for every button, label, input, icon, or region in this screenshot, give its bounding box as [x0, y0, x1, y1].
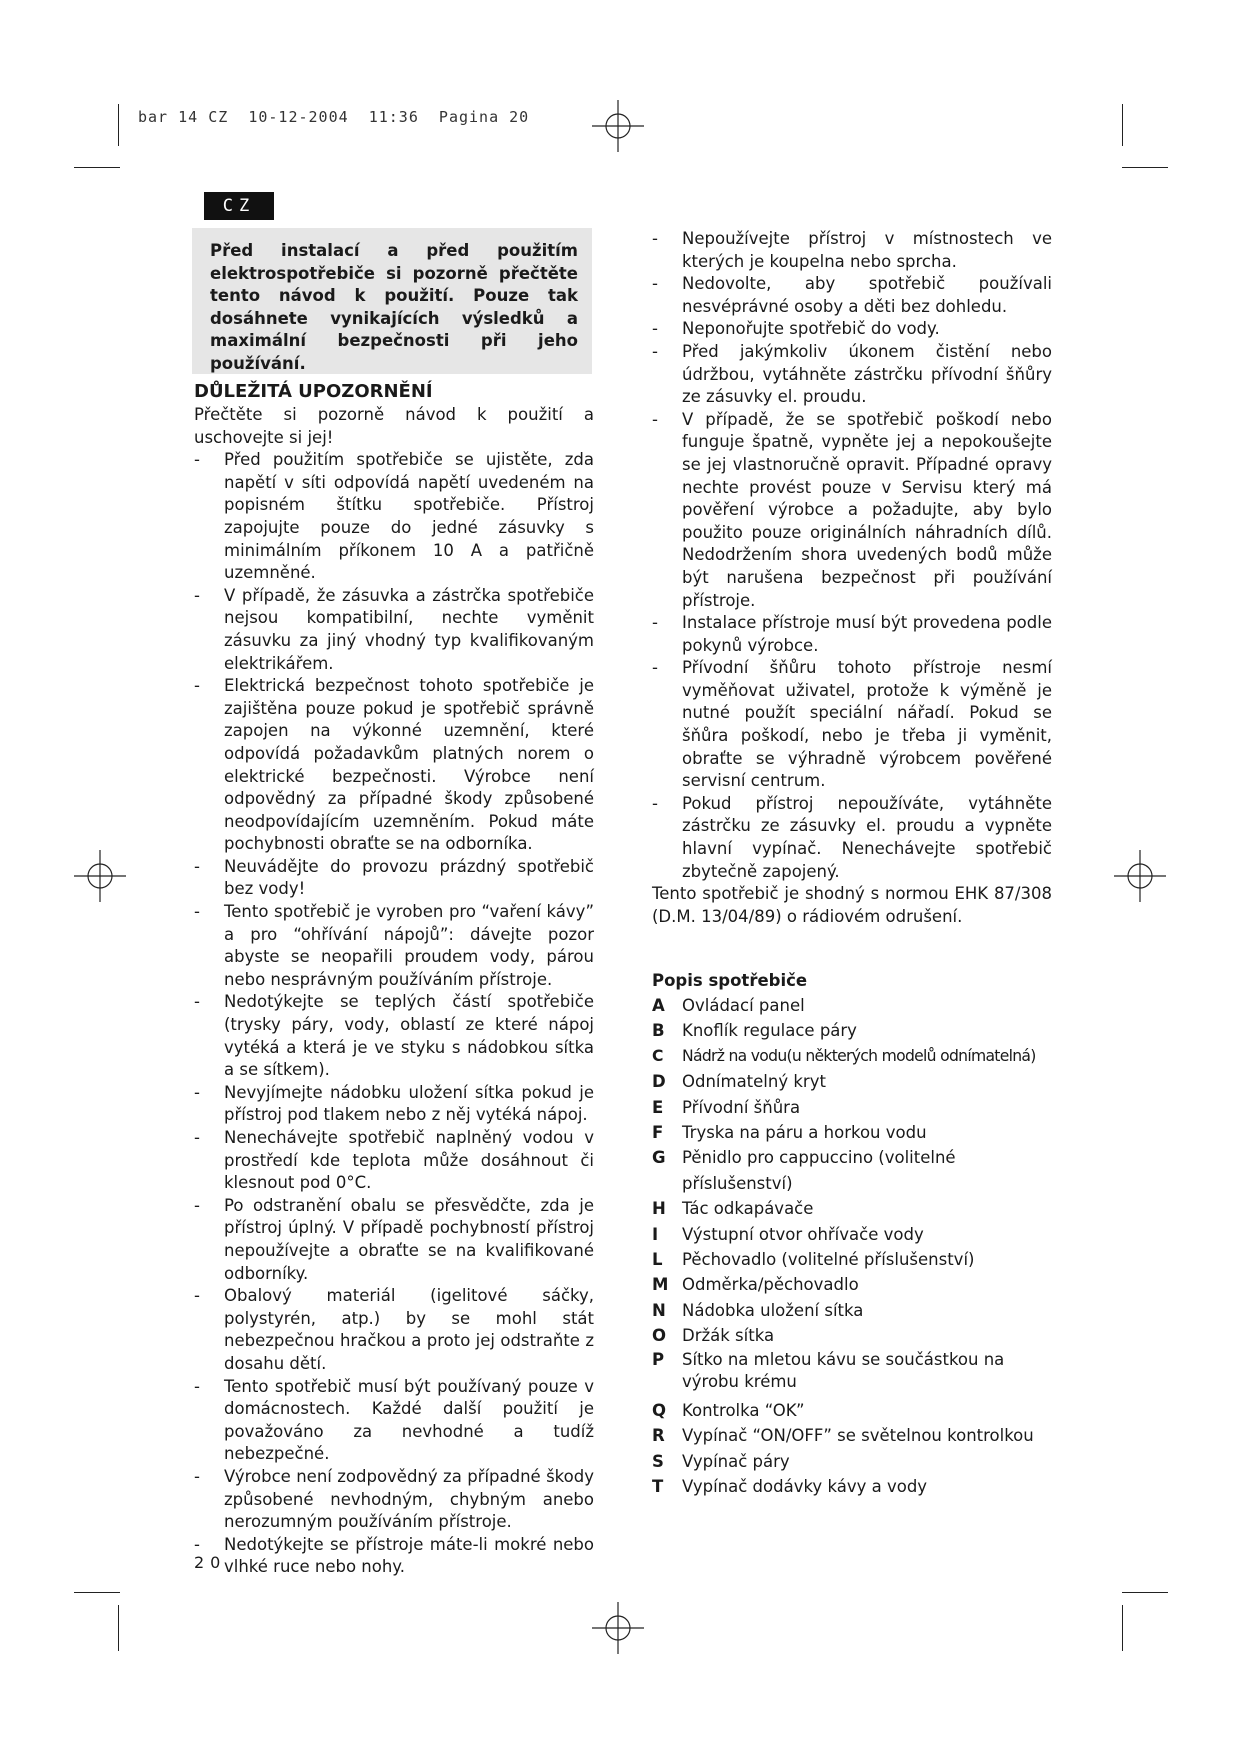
part-label: Nádobka uložení sítka: [682, 1300, 864, 1320]
right-column: [652, 228, 1052, 1500]
part-label: Odnímatelný kryt: [682, 1072, 826, 1092]
language-tab: CZ: [204, 192, 274, 220]
part-label: Pěnidlo pro cappuccino (volitelné příslušenství): [682, 1148, 956, 1193]
compliance-note: Tento spotřebič je shodný s normou EHK 87/308 (D.M. 13/04/89) o rádiovém odrušení.: [652, 884, 1052, 926]
registration-mark-left: [74, 850, 126, 902]
warning-item: - Tento spotřebič je vyroben pro “vaření kávy” a pro “ohřívání nápojů”: dávejte pozor abyste se neopařili proudem vody, párou nebo nesprávným používáním přístroje.: [194, 901, 594, 991]
warning-item: - Přívodní šňůru tohoto přístroje nesmí vyměňovat uživatel, protože k výměně je nutné použít speciální nářadí. Pokud se šňůra poškodí, nebo je třeba ji vyměnit, obraťte se výhradně výrobcem pověřené servisní centrum.: [652, 657, 1052, 793]
part-key: C: [652, 1046, 663, 1065]
part-item: [652, 1323, 1052, 1348]
part-key: D: [652, 1072, 666, 1092]
part-item: [652, 1247, 1052, 1272]
part-item: [652, 1145, 1052, 1196]
part-key: S: [652, 1451, 664, 1471]
part-label: Vypínač páry: [682, 1451, 790, 1471]
part-label: Pěchovadlo (volitelné příslušenství): [682, 1250, 975, 1270]
registration-mark-top: [592, 100, 644, 152]
warning-item: - V případě, že zásuvka a zástrčka spotřebiče nejsou kompatibilní, nechte vyměnit zásuvku za jiný vhodný typ kvalifikovaným elektrikářem.: [194, 585, 594, 675]
parts-title: Popis spotřebiče: [652, 971, 808, 991]
warning-item: - V případě, že se spotřebič poškodí nebo funguje špatně, vypněte jej a nepokoušejte se jej vlastnoručně opravit. Případné opravy nechte provést pouze v Servisu který má pověření výrobce a požadujte, aby bylo použito pouze originálních náhradních dílů. Nedodržením shora uvedených bodů může být narušena bezpečnost při používání přístroje.: [652, 409, 1052, 612]
part-label: Kontrolka “OK”: [682, 1400, 805, 1420]
print-slug: bar 14 CZ 10-12-2004 11:36 Pagina 20: [138, 108, 530, 126]
part-label: Odměrka/pěchovadlo: [682, 1275, 859, 1295]
warning-item: - Neponořujte spotřebič do vody.: [652, 318, 1052, 341]
warnings-list-right: [652, 228, 1052, 883]
part-item: [652, 1196, 1052, 1221]
part-item: [652, 1018, 1052, 1043]
crop-mark: [1122, 167, 1168, 168]
part-item: [652, 1222, 1052, 1247]
part-label: Držák sítka: [682, 1326, 775, 1346]
parts-list: [652, 993, 1052, 1500]
page-number: 20: [194, 1553, 227, 1572]
warning-item: - Tento spotřebič musí být používaný pouze v domácnostech. Každé další použití je považováno za nevhodné a tudíž nebezpečné.: [194, 1376, 594, 1466]
part-key: R: [652, 1426, 665, 1446]
part-key: H: [652, 1199, 666, 1219]
part-label: Přívodní šňůra: [682, 1097, 801, 1117]
warning-item: - Nevyjímejte nádobku uložení sítka pokud je přístroj pod tlakem nebo z něj vytéká nápoj.: [194, 1082, 594, 1127]
part-item: [652, 1423, 1052, 1448]
warning-item: - Před použitím spotřebiče se ujistěte, zda napětí v síti odpovídá napětí uvedeném na popisném štítku spotřebiče. Přístroj zapojujte pouze do jedné zásuvky s minimálním příkonem 10 A a patřičně uzemněné.: [194, 449, 594, 585]
part-key: F: [652, 1123, 664, 1143]
part-item: [652, 1069, 1052, 1094]
crop-mark: [118, 104, 119, 146]
warning-item: - Neuvádějte do provozu prázdný spotřebič bez vody!: [194, 856, 594, 901]
part-label: Vypínač “ON/OFF” se světelnou kontrolkou: [682, 1426, 1034, 1446]
warning-item: - Pokud přístroj nepoužíváte, vytáhněte zástrčku ze zásuvky el. proudu a vypněte hlavní vypínač. Nenechávejte spotřebič zbytečně zapojený.: [652, 793, 1052, 883]
warning-item: - Nenechávejte spotřebič naplněný vodou v prostředí kde teplota může dosáhnout či klesnout pod 0°C.: [194, 1127, 594, 1195]
warning-item: - Nedovolte, aby spotřebič používali nesvéprávné osoby a děti bez dohledu.: [652, 273, 1052, 318]
part-key: L: [652, 1250, 663, 1270]
warning-item: - Nepoužívejte přístroj v místnostech ve kterých je koupelna nebo sprcha.: [652, 228, 1052, 273]
crop-mark: [118, 1605, 119, 1651]
part-item: [652, 1272, 1052, 1297]
part-key: N: [652, 1300, 666, 1320]
part-key: B: [652, 1021, 665, 1041]
registration-mark-bottom: [592, 1602, 644, 1654]
part-label: Vypínač dodávky kávy a vody: [682, 1477, 928, 1497]
part-key: Q: [652, 1400, 667, 1420]
warning-item: - Nedotýkejte se přístroje máte-li mokré nebo vlhké ruce nebo nohy.: [194, 1534, 594, 1579]
part-label: Ovládací panel: [682, 996, 805, 1015]
part-label: Nádrž na vodu(u některých modelů odnímatelná): [682, 1046, 1036, 1065]
left-column: [194, 380, 594, 1579]
part-key: I: [652, 1224, 659, 1244]
crop-mark: [1122, 104, 1123, 146]
warning-item: - Výrobce není zodpovědný za případné škody způsobené nevhodným, chybným anebo nerozumným používáním přístroje.: [194, 1466, 594, 1534]
warning-item: - Před jakýmkoliv úkonem čistění nebo údržbou, vytáhněte zástrčku přívodní šňůry ze zásuvky el. proudu.: [652, 341, 1052, 409]
part-item: [652, 1044, 1052, 1069]
part-item: [652, 1349, 1052, 1398]
part-item: [652, 1120, 1052, 1145]
registration-mark-right: [1114, 850, 1166, 902]
part-label: Tác odkapávače: [682, 1199, 814, 1219]
part-item: [652, 1095, 1052, 1120]
part-key: E: [652, 1097, 664, 1117]
part-item: [652, 1398, 1052, 1423]
part-key: M: [652, 1275, 669, 1295]
part-label: Knoflík regulace páry: [682, 1021, 857, 1041]
part-item: [652, 993, 1052, 1018]
part-key: O: [652, 1326, 667, 1346]
warning-item: - Po odstranění obalu se přesvědčte, zda je přístroj úplný. V případě pochybností přístroj nepoužívejte a obraťte se na kvalifikované odborníky.: [194, 1195, 594, 1285]
part-item: [652, 1298, 1052, 1323]
part-key: G: [652, 1148, 666, 1168]
warning-item: - Elektrická bezpečnost tohoto spotřebiče je zajištěna pouze pokud je spotřebič správně zapojen na výkonné uzemnění, které odpovídá požadavkům platných norem o elektrické bezpečnosti. Výrobce není odpovědný za případné škody způsobené neodpovídajícím uzemněním. Pokud máte pochybnosti obraťte se na odborníka.: [194, 675, 594, 856]
warning-item: - Instalace přístroje musí být provedena podle pokynů výrobce.: [652, 612, 1052, 657]
warning-item: - Nedotýkejte se teplých částí spotřebiče (trysky páry, vody, oblastí ze které nápoj vytéká a která je ve styku s nádobkou sítka a se sítkem).: [194, 991, 594, 1081]
part-label: Tryska na páru a horkou vodu: [682, 1123, 927, 1143]
part-label: Výstupní otvor ohřívače vody: [682, 1224, 924, 1244]
part-key: P: [652, 1349, 665, 1369]
part-key: T: [652, 1477, 664, 1497]
warnings-lead: Přečtěte si pozorně návod k použití a uschovejte si jej!: [194, 405, 594, 447]
part-label: Sítko na mletou kávu se součástkou na výrobu krému: [682, 1349, 1005, 1392]
part-key: A: [652, 996, 665, 1015]
crop-mark: [74, 1592, 120, 1593]
intro-box: Před instalací a před použitím elektrospotřebiče si pozorně přečtěte tento návod k použití. Pouze tak dosáhnete vynikajících výsledků a maximální bezpečnosti při jeho používání.: [192, 228, 592, 374]
crop-mark: [1122, 1592, 1168, 1593]
crop-mark: [74, 167, 120, 168]
warning-item: - Obalový materiál (igelitové sáčky, polystyrén, atp.) by se mohl stát nebezpečnou hračkou a proto jej odstraňte z dosahu dětí.: [194, 1285, 594, 1375]
warnings-list-left: [194, 449, 594, 1579]
warnings-heading: DŮLEŽITÁ UPOZORNĚNÍ: [194, 381, 433, 402]
part-item: [652, 1474, 1052, 1499]
crop-mark: [1122, 1605, 1123, 1651]
part-item: [652, 1449, 1052, 1474]
